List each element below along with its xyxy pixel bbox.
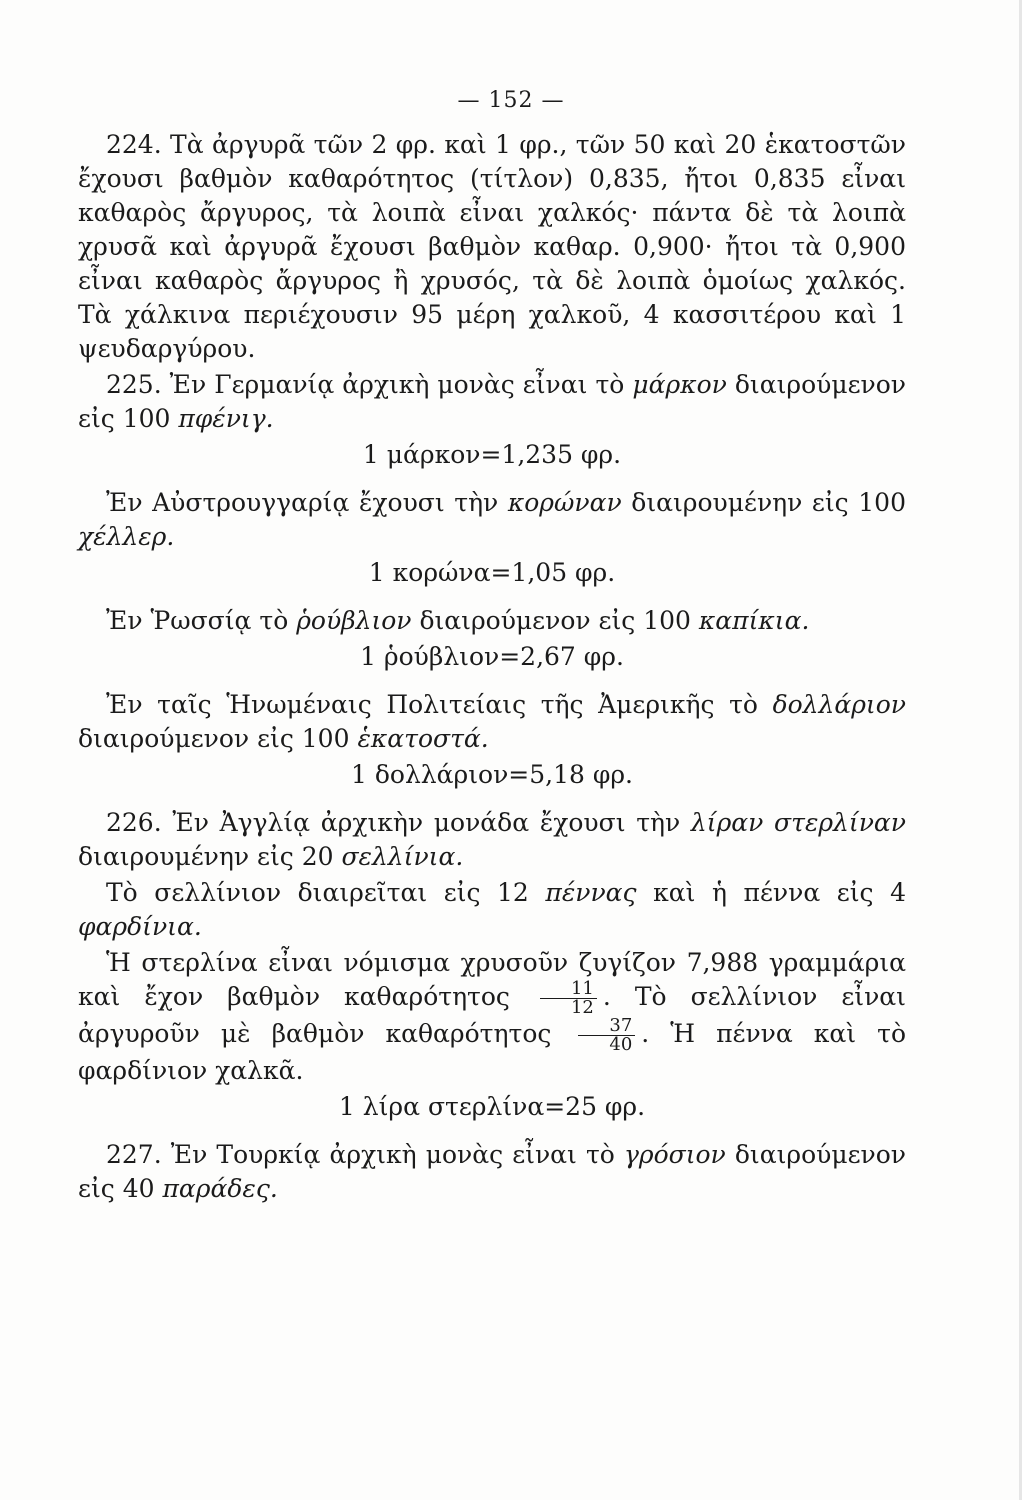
paragraph-226-pre: 226. Ἐν Ἀγγλίᾳ ἀρχικὴν μονάδα ἔχουσι τὴν bbox=[106, 808, 691, 837]
paragraph-227-pre: 227. Ἐν Τουρκίᾳ ἀρχικὴ μονὰς εἶναι τὸ bbox=[106, 1140, 624, 1169]
paragraph-224-text: 224. Τὰ ἀργυρᾶ τῶν 2 φρ. καὶ 1 φρ., τῶν 50 καὶ 20 ἑκατοστῶν ἔχουσι βαθμὸν καθαρότητος (τίτλον) 0,835, ἤτοι 0,835 εἶναι καθαρὸς ἄργυρος, τὰ λοιπὰ εἶναι χαλκός· πάντα δὲ τὰ λοιπὰ χρυσᾶ καὶ ἀργυρᾶ ἔχουσι βαθμὸν καθαρ. 0,900· ἤτοι τὰ 0,900 εἶναι καθαρὸς ἄργυρος ἢ χρυσός, τὰ δὲ λοιπὰ ὁμοίως χαλκός. Τὰ χάλκινα περιέχουσιν 95 μέρη χαλκοῦ, 4 κασσιτέρου καὶ 1 ψευδαργύρου. bbox=[78, 130, 906, 363]
paragraph-225 bbox=[78, 368, 906, 436]
paragraph-shilling-pre: Τὸ σελλίνιον διαιρεῖται εἰς 12 bbox=[106, 878, 546, 907]
fraction-numerator: 37 bbox=[578, 1017, 635, 1036]
paragraph-224 bbox=[78, 128, 906, 366]
paragraph-usa-mid: διαιρούμενον εἰς 100 bbox=[78, 724, 358, 753]
term-ruble: ῥούβλιον bbox=[296, 606, 412, 635]
equation-pound: 1 λίρα στερλίνα=25 φρ. bbox=[338, 1092, 646, 1121]
paragraph-sterling-a: Ἡ στερλίνα εἶναι νόμισμα χρυσοῦν ζυγίζον 7,988 γραμμάρια καὶ ἔχον βαθμὸν καθαρότητος bbox=[78, 948, 906, 1011]
paragraph-227-mid: διαιρούμενον εἰς 40 bbox=[78, 1140, 907, 1203]
paragraph-austria-mid: διαιρουμένην εἰς 100 bbox=[621, 488, 906, 517]
paragraph-shilling bbox=[78, 876, 906, 944]
term-shilling: σελλίνια. bbox=[341, 842, 464, 871]
term-para: παράδες. bbox=[162, 1174, 278, 1203]
fraction-denominator: 40 bbox=[609, 1034, 633, 1055]
body-text bbox=[78, 128, 906, 1206]
equation-mark: 1 μάρκον=1,235 φρ. bbox=[362, 440, 622, 469]
term-mark: μάρκον bbox=[632, 370, 727, 399]
term-krone: κορώναν bbox=[507, 488, 622, 517]
term-pfennig: πφένιγ. bbox=[178, 404, 274, 433]
term-cent: ἑκατοστά. bbox=[357, 724, 489, 753]
fraction-silver-fineness bbox=[578, 1017, 635, 1054]
paragraph-226-mid: διαιρουμένην εἰς 20 bbox=[78, 842, 342, 871]
paragraph-usa-pre: Ἐν ταῖς Ἡνωμέναις Πολιτείαις τῆς Ἀμερικῆς τὸ bbox=[106, 690, 773, 719]
paragraph-225-pre: 225. Ἐν Γερμανίᾳ ἀρχικὴ μονὰς εἶναι τὸ bbox=[106, 370, 633, 399]
paragraph-226 bbox=[78, 806, 906, 874]
fraction-denominator: 12 bbox=[570, 997, 594, 1018]
paragraph-227 bbox=[78, 1138, 906, 1206]
paragraph-sterling bbox=[78, 946, 906, 1088]
paragraph-225-mid: διαιρούμενον εἰς 100 bbox=[78, 370, 907, 433]
term-kopeck: καπίκια. bbox=[698, 606, 810, 635]
term-farthing: φαρδίνια. bbox=[78, 912, 202, 941]
paragraph-russia bbox=[78, 604, 906, 638]
paragraph-russia-mid: διαιρούμενον εἰς 100 bbox=[411, 606, 699, 635]
term-pound: λίραν στερλίναν bbox=[690, 808, 906, 837]
paragraph-usa bbox=[78, 688, 906, 756]
equation-krone: 1 κορώνα=1,05 φρ. bbox=[368, 558, 616, 587]
term-piastre: γρόσιον bbox=[623, 1140, 726, 1169]
paragraph-russia-pre: Ἐν Ῥωσσίᾳ τὸ bbox=[106, 606, 297, 635]
fraction-numerator: 11 bbox=[540, 980, 597, 999]
paragraph-sterling-b: . Τὸ σελλίνιον εἶναι ἀργυροῦν μὲ βαθμὸν καθαρότητος bbox=[78, 982, 906, 1048]
paragraph-austria bbox=[78, 486, 906, 554]
paragraph-shilling-mid: καὶ ἡ πέννα εἰς 4 bbox=[636, 878, 906, 907]
fraction-gold-fineness bbox=[540, 980, 597, 1017]
paragraph-austria-pre: Ἐν Αὐστρουγγαρίᾳ ἔχουσι τὴν bbox=[106, 488, 508, 517]
term-penny: πέννας bbox=[545, 878, 637, 907]
paragraph-sterling-c: . Ἡ πέννα καὶ τὸ φαρδίνιον χαλκᾶ. bbox=[78, 1019, 906, 1085]
equation-ruble: 1 ῥούβλιον=2,67 φρ. bbox=[360, 642, 624, 671]
equation-dollar: 1 δολλάριον=5,18 φρ. bbox=[351, 760, 633, 789]
term-heller: χέλλερ. bbox=[78, 522, 175, 551]
term-dollar: δολλάριον bbox=[772, 690, 906, 719]
page-number: — 152 — bbox=[457, 88, 565, 113]
